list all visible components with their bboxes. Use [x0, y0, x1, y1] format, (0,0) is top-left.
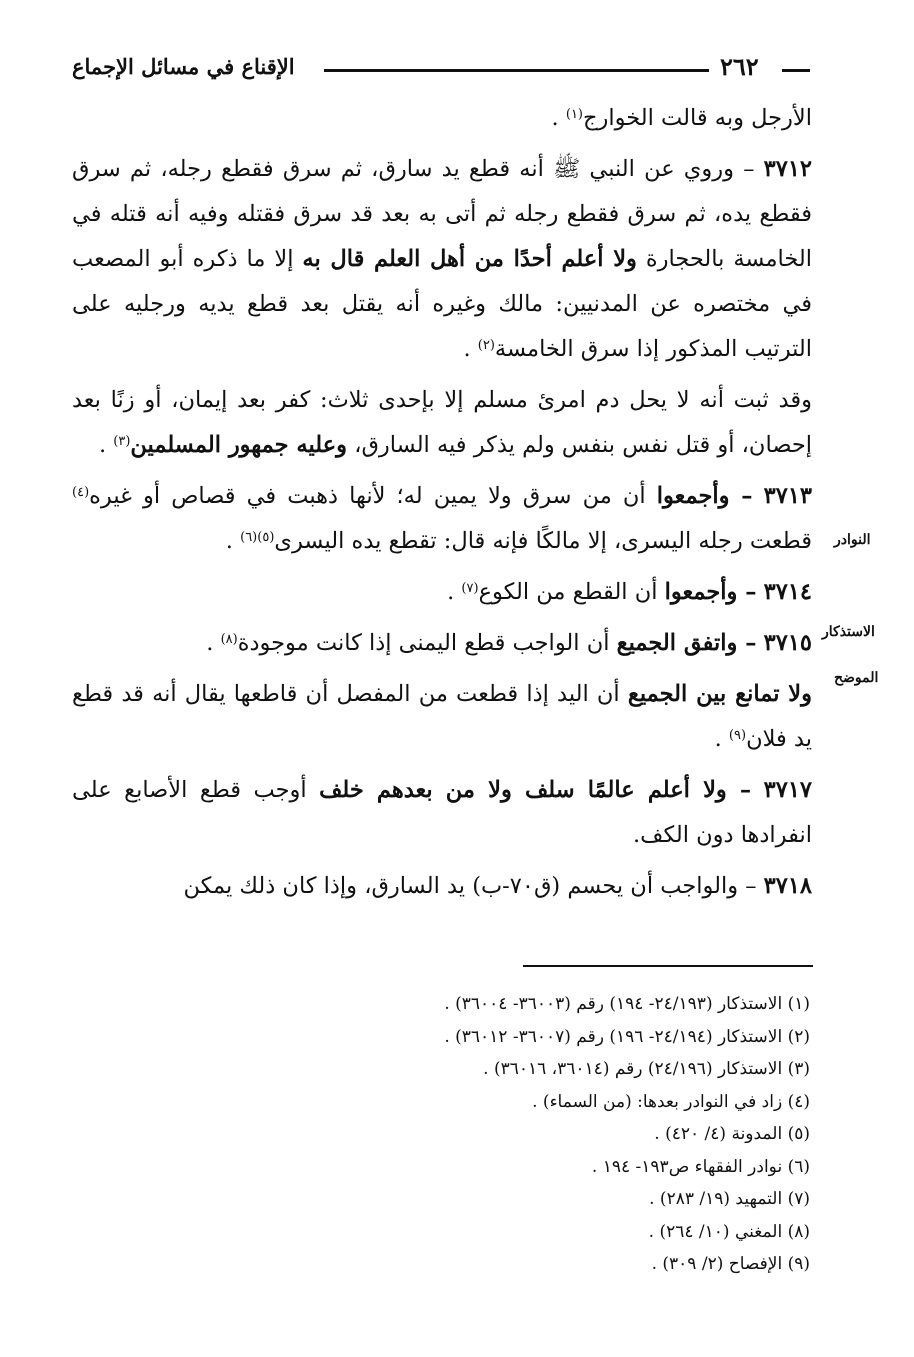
- issue-number: ٣٧١٨: [763, 873, 812, 899]
- main-text: [72, 96, 812, 915]
- bold-phrase: – وأجمعوا: [664, 579, 757, 605]
- issue-number: ٣٧١٤: [763, 579, 812, 605]
- bold-phrase: ولا تمانع بين الجميع: [627, 681, 812, 707]
- footnote-ref: (٢): [477, 338, 495, 353]
- footnotes: [290, 988, 810, 1281]
- paragraph-unnumbered: وقد ثبت أنه لا يحل دم امرئ مسلم إلا بإحدى ثلاث: كفر بعد إيمان، أو زنًا بعد إحصان، أو قتل نفس بنفس ولم يذكر فيه السارق، وعليه جمهور المسلمين$^{(٣)}$ .: [72, 387, 812, 458]
- paragraph-3715: ٣٧١٥ – واتفق الجميع أن الواجب قطع اليمنى إذا كانت موجودة$^{(٨)}$ .: [206, 630, 812, 656]
- margin-note-istidhkar: الاستذكار: [822, 624, 875, 640]
- bold-phrase: – واتفق الجميع: [616, 630, 757, 656]
- footnote-ref: (٤): [72, 485, 90, 500]
- header-rule: [324, 69, 709, 72]
- footnote-item: (٧) التمهيد (١٩/ ٢٨٣) .: [649, 1189, 810, 1209]
- paragraph-unnumbered-2: ولا تمانع بين الجميع أن اليد إذا قطعت من المفصل أن قاطعها يقال أنه قد قطع يد فلان$^{(٩)}$ .: [72, 681, 812, 752]
- bold-phrase: – ولا أعلم عالمًا سلف ولا من بعدهم خلف: [319, 777, 752, 803]
- issue-number: ٣٧١٥: [763, 630, 812, 656]
- paragraph-3717: ٣٧١٧ – ولا أعلم عالمًا سلف ولا من بعدهم خلف أوجب قطع الأصابع على انفرادها دون الكف.: [72, 777, 812, 848]
- book-title: الإقناع في مسائل الإجماع: [72, 54, 295, 79]
- bold-phrase: وعليه جمهور المسلمين: [130, 432, 348, 458]
- paragraph-continuation: الأرجل وبه قالت الخوارج$^{(١)}$ .: [551, 105, 812, 131]
- footnote-item: (٦) نوادر الفقهاء ص١٩٣- ١٩٤ .: [591, 1156, 810, 1177]
- margin-note-nawadir: النوادر: [834, 532, 871, 548]
- issue-number: ٣٧١٣: [763, 483, 813, 509]
- footnote-item: (٩) الإفصاح (٢/ ٣٠٩) .: [651, 1254, 810, 1274]
- footnote-item: (٨) المغني (١٠/ ٢٦٤) .: [648, 1221, 810, 1242]
- footnote-separator: [523, 965, 813, 967]
- footnote-ref: (٨): [220, 632, 238, 647]
- paragraph-3718: ٣٧١٨ – والواجب أن يحسم (ق٧٠-ب) يد السارق، وإذا كان ذلك يمكن: [183, 873, 812, 899]
- footnote-ref: (٩): [728, 728, 747, 743]
- header-rule-right: [782, 69, 810, 72]
- bold-phrase: – وأجمعوا: [656, 483, 753, 509]
- bold-phrase: ولا أعلم أحدًا من أهل العلم قال به: [302, 246, 637, 272]
- paragraph-3714: ٣٧١٤ – وأجمعوا أن القطع من الكوع$^{(٧)}$ .: [447, 579, 812, 605]
- footnote-item: (٣) الاستذكار (٢٤/١٩٦) رقم (٣٦٠١٤، ٣٦٠١٦) .: [483, 1059, 810, 1079]
- running-header: [72, 52, 810, 92]
- issue-number: ٣٧١٧: [763, 777, 812, 803]
- paragraph-3712: ٣٧١٢ – وروي عن النبي ﷺ أنه قطع يد سارق، ثم سرق فقطع رجله، ثم سرق فقطع يده، ثم سرق فقطع رجله ثم أتى به بعد قد سرق فقتله وفيه أنه قتله في الخامسة بالحجارة ولا أعلم أحدًا من أهل العلم قال به إلا ما ذكره أبو المصعب في مختصره عن المدنيين: مالك وغيره أنه يقتل بعد قطع يديه ورجليه على الترتيب المذكور إذا سرق الخامسة$^{(٢)}$ .: [72, 156, 813, 362]
- page-number: ٢٦٢: [720, 52, 759, 81]
- footnote-ref: (١): [565, 107, 583, 122]
- footnote-ref: (٧): [461, 581, 479, 596]
- issue-number: ٣٧١٢: [763, 156, 812, 182]
- footnote-item: (٢) الاستذكار (٢٤/١٩٤- ١٩٦) رقم (٣٦٠٠٧- ٣٦٠١٢) .: [444, 1026, 810, 1047]
- footnote-ref: (٣): [113, 434, 131, 449]
- footnote-item: (٥) المدونة (٤/ ٤٢٠) .: [654, 1124, 810, 1144]
- footnote-item: (١) الاستذكار (٢٤/١٩٣- ١٩٤) رقم (٣٦٠٠٣- ٣٦٠٠٤) .: [444, 994, 810, 1014]
- footnote-item: (٤) زاد في النوادر بعدها: (من السماء) .: [532, 1091, 810, 1112]
- margin-note-mudih: الموضح: [834, 670, 879, 686]
- footnote-ref: (٥)(٦): [240, 530, 275, 545]
- paragraph-3713: ٣٧١٣ – وأجمعوا أن من سرق ولا يمين له؛ لأنها ذهبت في قصاص أو غيره$^{(٤)}$ قطعت رجله اليسرى، إلا مالكًا فإنه قال: تقطع يده اليسرى$^{(٥)(٦)}$ .: [72, 483, 813, 554]
